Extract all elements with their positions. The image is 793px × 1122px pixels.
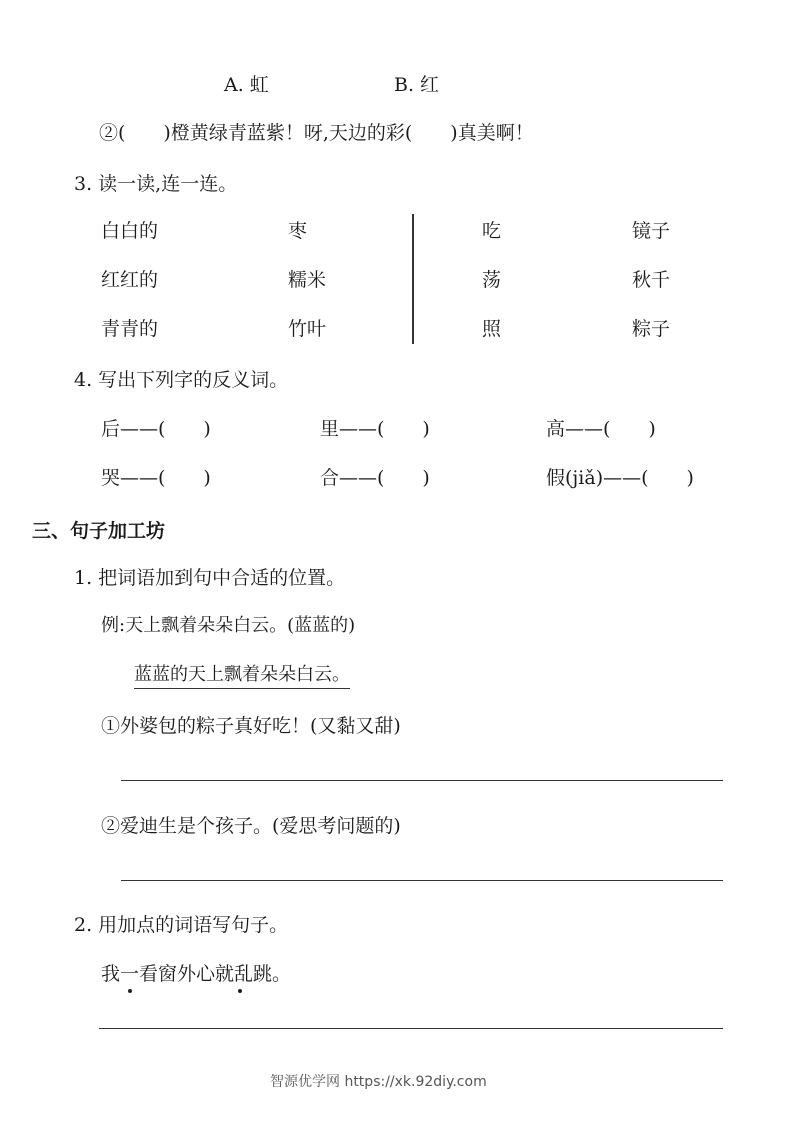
exercise-item-1: ①外婆包的粽子真好吃！(又黏又甜)	[101, 715, 401, 737]
option-b: B. 红	[394, 74, 440, 96]
section3-question-1-title: 1. 把词语加到句中合适的位置。	[74, 567, 346, 589]
match-left-noun-3: 竹叶	[288, 318, 327, 340]
dotted-words-sentence: 我一看窗外心就乱跳。	[101, 963, 292, 985]
emphasis-dot-2	[238, 989, 242, 993]
fill-sentence-2: ②( )橙黄绿青蓝紫！呀,天边的彩( )真美啊！	[99, 122, 534, 144]
answer-line-2[interactable]	[121, 880, 723, 881]
emphasis-dot-1	[128, 989, 132, 993]
section-3-heading: 三、句子加工坊	[32, 520, 166, 542]
option-a: A. 虹	[224, 74, 269, 96]
example-sentence: 例:天上飘着朵朵白云。(蓝蓝的)	[101, 615, 356, 636]
antonym-item-4: 哭——( )	[101, 467, 211, 489]
match-right-noun-2: 秋千	[632, 269, 671, 291]
antonym-item-6: 假(jiǎ)——( )	[546, 467, 694, 489]
match-right-noun-3: 粽子	[632, 318, 671, 340]
antonym-item-1: 后——( )	[101, 418, 211, 440]
match-right-verb-2: 荡	[482, 269, 502, 291]
antonym-item-3: 高——( )	[546, 418, 656, 440]
antonym-item-5: 合——( )	[320, 467, 430, 489]
example-answer: 蓝蓝的天上飘着朵朵白云。	[134, 663, 350, 689]
match-left-adj-3: 青青的	[101, 318, 159, 340]
exercise-item-2: ②爱迪生是个孩子。(爱思考问题的)	[101, 815, 401, 837]
antonym-item-2: 里——( )	[320, 418, 430, 440]
answer-line-3[interactable]	[99, 1028, 723, 1029]
match-left-noun-2: 糯米	[288, 269, 327, 291]
match-right-noun-1: 镜子	[632, 220, 671, 242]
match-left-adj-2: 红红的	[101, 269, 159, 291]
footer-watermark: 智源优学网 https://xk.92diy.com	[270, 1074, 487, 1090]
match-right-verb-3: 照	[482, 318, 502, 340]
section3-question-2-title: 2. 用加点的词语写句子。	[74, 914, 289, 936]
answer-line-1[interactable]	[121, 780, 723, 781]
question-4-title: 4. 写出下列字的反义词。	[74, 369, 289, 391]
match-right-verb-1: 吃	[482, 220, 502, 242]
match-divider	[412, 214, 414, 344]
match-left-adj-1: 白白的	[101, 220, 159, 242]
match-left-noun-1: 枣	[288, 220, 308, 242]
question-3-title: 3. 读一读,连一连。	[74, 173, 238, 195]
